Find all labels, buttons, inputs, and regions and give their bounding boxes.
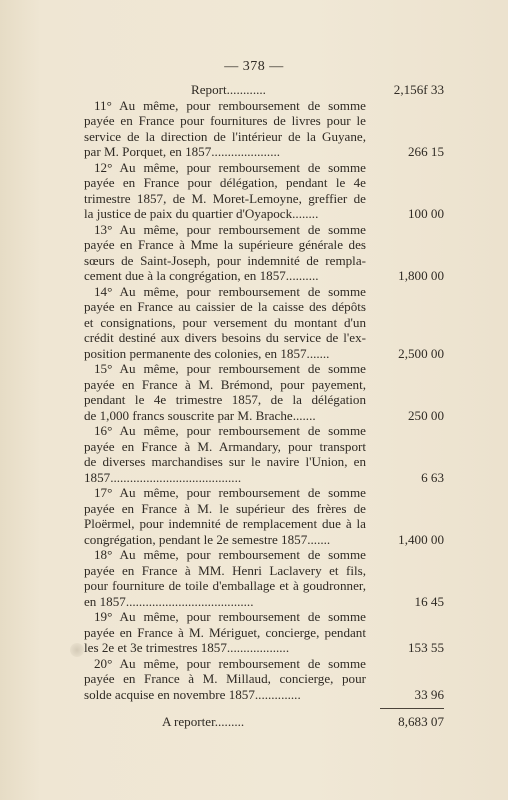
entry-line: 16° Au même, pour remboursement de somme: [94, 423, 366, 438]
entry-line: payée en France à MM. Henri Laclavery et fils,: [84, 562, 366, 578]
entry-last-line: cement due à la congrégation, en 1857..........: [84, 268, 319, 283]
entry-final-row: [84, 594, 444, 610]
page-number: — 378 —: [224, 59, 284, 74]
ledger-content: [84, 82, 444, 730]
entry-line: payée en France pour fournitures de livres pour le: [84, 113, 366, 128]
entry-last-line: solde acquise en novembre 1857..............: [84, 686, 301, 702]
entry-amount: 6 63: [421, 469, 444, 485]
entry-line: payée en France à M. le supérieur des frères de: [84, 500, 366, 516]
entry-last-line: par M. Porquet, en 1857.....................: [84, 144, 281, 159]
entry-line: 19° Au même, pour remboursement de somme: [94, 609, 366, 624]
entry-last-line: les 2e et 3e trimestres 1857...................: [84, 640, 290, 655]
entry-line: 17° Au même, pour remboursement de somme: [94, 485, 366, 500]
entry-amount: 1,400 00: [398, 531, 444, 547]
entry-amount: 16 45: [414, 593, 444, 609]
entry-line: 14° Au même, pour remboursement de somme: [94, 283, 366, 299]
entry-line: 15° Au même, pour remboursement de somme: [94, 361, 366, 376]
entry-last-line: la justice de paix du quartier d'Oyapock........: [84, 206, 319, 221]
entry-line: crédit destiné aux divers besoins du service de l'ex-: [84, 330, 366, 345]
entry-line: payée en France au caissier de la caisse des dépôts: [84, 299, 366, 314]
entry-final-row: [84, 144, 444, 160]
entry-last-line: de 1,000 francs souscrite par M. Brache.......: [84, 407, 316, 423]
sum-rule: [380, 708, 444, 709]
entry-amount: 266 15: [407, 144, 444, 159]
entry-line: pour fourniture de toile d'emballage et à goudronner,: [84, 578, 366, 593]
total-label: A reporter.........: [162, 714, 245, 729]
entry-amount: 33 96: [414, 686, 444, 702]
entry-final-row: [84, 268, 444, 284]
entry-line: service de la direction de l'intérieur de la Guyane,: [84, 128, 366, 144]
ledger-entry: [84, 609, 444, 656]
entry-final-row: [84, 640, 444, 656]
entry-list: [84, 98, 444, 703]
entry-line: 13° Au même, pour remboursement de somme: [94, 221, 366, 237]
entry-amount: 153 55: [407, 640, 444, 655]
entry-final-row: [84, 532, 444, 548]
entry-line: payée en France à M. Mériguet, concierge, pendant: [84, 624, 366, 640]
entry-line: payée en France à M. Brémond, pour payement,: [84, 376, 366, 392]
entry-amount: 100 00: [407, 206, 444, 221]
entry-final-row: [84, 408, 444, 424]
ledger-entry: [84, 222, 444, 284]
entry-last-line: 1857........................................: [84, 469, 242, 485]
entry-line: et consignations, pour versement du montant d'un: [84, 314, 366, 330]
entry-line: sœurs de Saint-Joseph, pour indemnité de rempla-: [84, 252, 366, 268]
entry-line: payée en France à M. Armandary, pour transport: [84, 438, 366, 454]
report-label: Report............: [191, 82, 266, 97]
entry-last-line: en 1857.......................................: [84, 593, 254, 609]
entry-line: payée en France à Mme la supérieure générale des: [84, 237, 366, 252]
ledger-entry: [84, 284, 444, 362]
entry-amount: 250 00: [407, 407, 444, 423]
entry-final-row: [84, 206, 444, 222]
entry-line: 12° Au même, pour remboursement de somme: [94, 159, 366, 175]
entry-line: 18° Au même, pour remboursement de somme: [94, 547, 366, 562]
report-amount: 2,156f 33: [393, 82, 444, 97]
entry-amount: 1,800 00: [398, 268, 444, 283]
entry-line: Ploërmel, pour indemnité de remplacement due à la: [84, 516, 366, 531]
total-amount: 8,683 07: [398, 714, 444, 729]
entry-line: pendant le 4e trimestre 1857, de la délégation: [84, 392, 366, 407]
paper-stain: [70, 643, 84, 657]
entry-line: payée en France pour délégation, pendant le 4e: [84, 175, 366, 190]
total-row: [84, 714, 444, 730]
entry-last-line: congrégation, pendant le 2e semestre 1857.......: [84, 531, 331, 547]
entry-line: 20° Au même, pour remboursement de somme: [94, 655, 366, 671]
entry-amount: 2,500 00: [398, 345, 444, 361]
entry-line: de diverses marchandises sur le navire l'Union, en: [84, 454, 366, 469]
entry-line: payée en France à M. Millaud, concierge, pour: [84, 671, 366, 686]
ledger-entry: [84, 547, 444, 609]
ledger-entry: [84, 485, 444, 547]
entry-line: 11° Au même, pour remboursement de somme: [94, 97, 366, 113]
ledger-entry: [84, 423, 444, 485]
entry-final-row: [84, 346, 444, 362]
report-row: [84, 82, 444, 98]
entry-line: trimestre 1857, de M. Moret-Lemoyne, greffier de: [84, 190, 366, 206]
ledger-entry: [84, 160, 444, 222]
entry-final-row: [84, 687, 444, 703]
ledger-entry: [84, 98, 444, 160]
ledger-entry: [84, 656, 444, 703]
entry-last-line: position permanente des colonies, en 1857.......: [84, 345, 330, 361]
ledger-entry: [84, 361, 444, 423]
entry-final-row: [84, 470, 444, 486]
